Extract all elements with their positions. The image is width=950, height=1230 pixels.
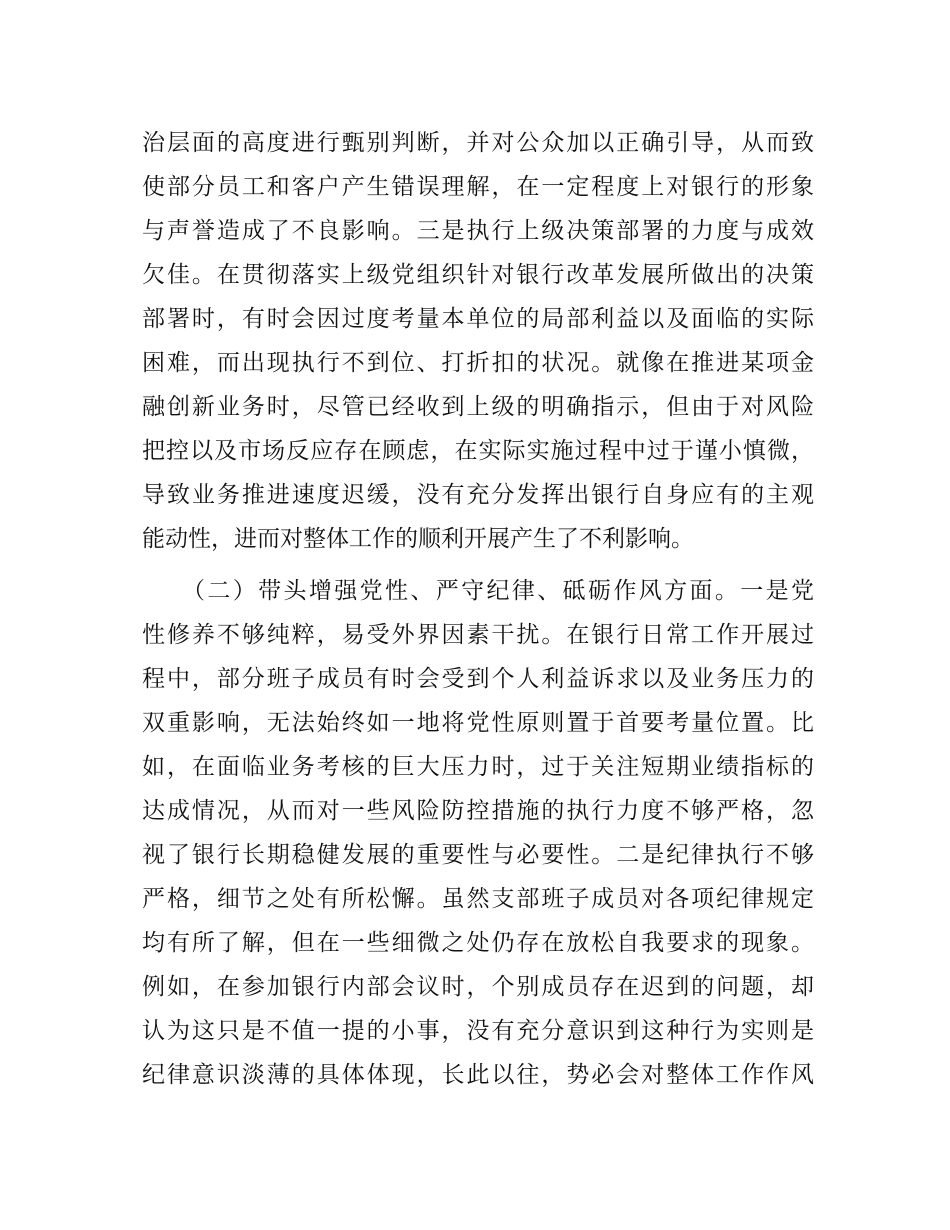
text-line: 双重影响，无法始终如一地将党性原则置于首要考量位置。比 — [142, 710, 814, 736]
text-line: 达成情况，从而对一些风险防控措施的执行力度不够严格，忽 — [142, 798, 814, 824]
text-line: 性修养不够纯粹，易受外界因素干扰。在银行日常工作开展过 — [142, 622, 814, 648]
text-line: 视了银行长期稳健发展的重要性与必要性。二是纪律执行不够 — [142, 842, 814, 868]
text-line: 治层面的高度进行甄别判断，并对公众加以正确引导，从而致 — [142, 130, 814, 156]
paragraph-gap — [142, 561, 814, 569]
text-line: 如，在面临业务考核的巨大压力时，过于关注短期业绩指标的 — [142, 754, 814, 780]
paragraph-2 — [142, 569, 814, 1097]
text-line: 纪律意识淡薄的具体体现，长此以往，势必会对整体工作作风 — [142, 1062, 814, 1088]
text-line: 融创新业务时，尽管已经收到上级的明确指示，但由于对风险 — [142, 394, 814, 420]
text-line: 与声誉造成了不良影响。三是执行上级决策部署的力度与成效 — [142, 218, 814, 244]
text-line: 均有所了解，但在一些细微之处仍存在放松自我要求的现象。 — [142, 930, 814, 956]
document-body — [142, 121, 814, 1097]
text-line: 例如，在参加银行内部会议时，个别成员存在迟到的问题，却 — [142, 974, 814, 1000]
text-line: 部署时，有时会因过度考量本单位的局部利益以及面临的实际 — [142, 306, 814, 332]
text-line: 能动性，进而对整体工作的顺利开展产生了不利影响。 — [142, 526, 694, 552]
text-line: 程中，部分班子成员有时会受到个人利益诉求以及业务压力的 — [142, 666, 814, 692]
text-line: （二）带头增强党性、严守纪律、砥砺作风方面。一是党 — [182, 578, 814, 604]
text-line: 困难，而出现执行不到位、打折扣的状况。就像在推进某项金 — [142, 350, 814, 376]
text-line: 严格，细节之处有所松懈。虽然支部班子成员对各项纪律规定 — [142, 886, 814, 912]
text-line: 认为这只是不值一提的小事，没有充分意识到这种行为实则是 — [142, 1018, 814, 1044]
text-line: 欠佳。在贯彻落实上级党组织针对银行改革发展所做出的决策 — [142, 262, 814, 288]
paragraph-1 — [142, 121, 814, 561]
text-line: 使部分员工和客户产生错误理解，在一定程度上对银行的形象 — [142, 174, 814, 200]
text-line: 把控以及市场反应存在顾虑，在实际实施过程中过于谨小慎微， — [142, 438, 814, 464]
text-line: 导致业务推进速度迟缓，没有充分发挥出银行自身应有的主观 — [142, 482, 814, 508]
